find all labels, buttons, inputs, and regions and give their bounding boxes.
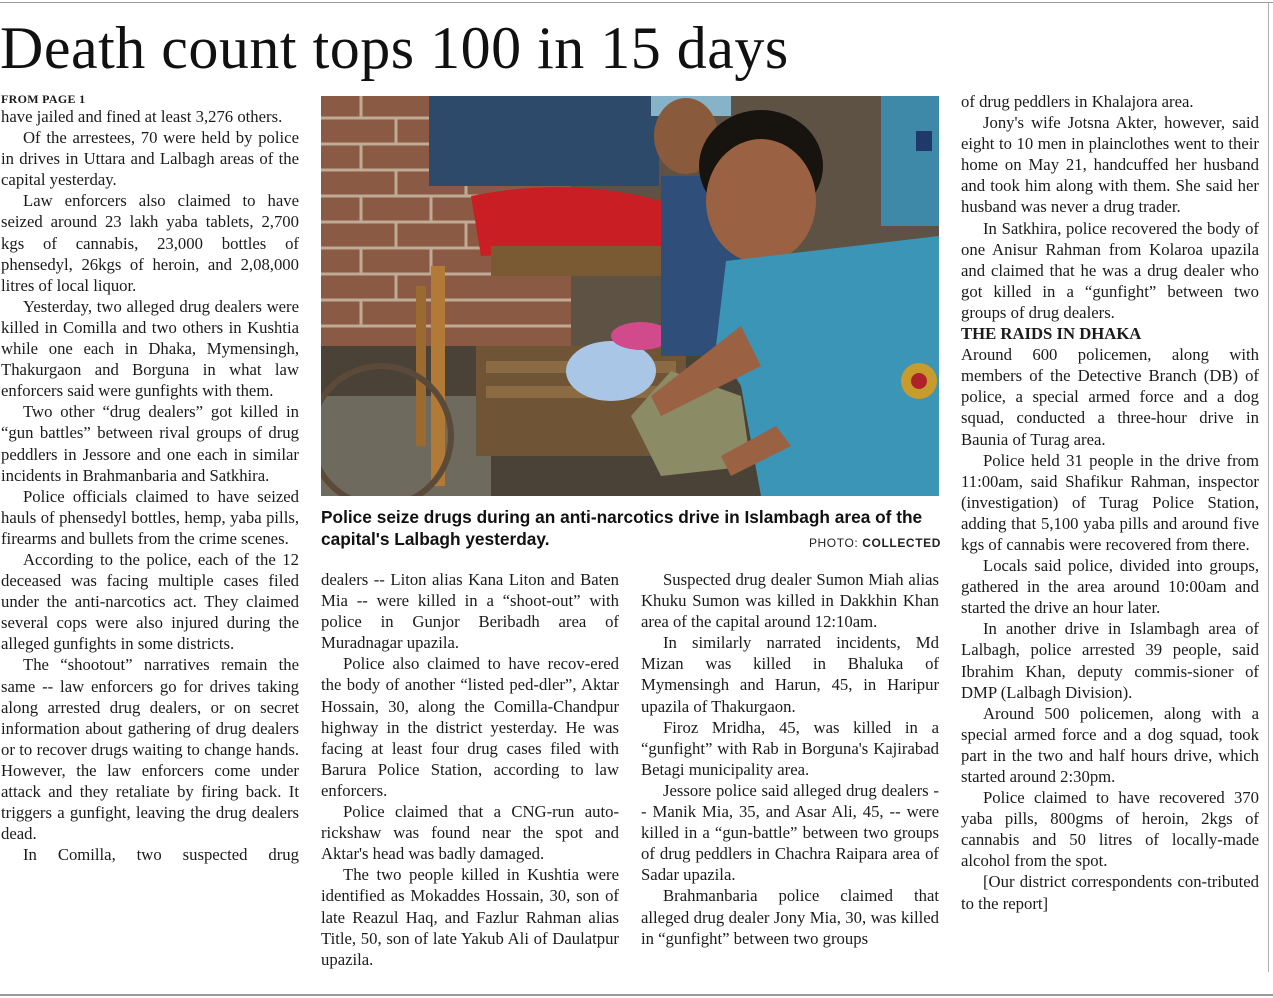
section-subhead: THE RAIDS IN DHAKA: [961, 324, 1142, 344]
paragraph: of drug peddlers in Khalajora area.: [961, 92, 1194, 111]
right-rule: [1268, 2, 1269, 972]
paragraph: Locals said police, divided into groups, gathered in the area around 10:00am and started the drive an hour later.: [961, 556, 1259, 618]
paragraph: dealers -- Liton alias Kana Liton and Baten Mia -- were killed in a “shoot-out” with police in Gunjor Beribadh area of Muradnagar upazila.: [321, 570, 619, 653]
news-photo: [321, 96, 939, 496]
police-seizure-photo: [321, 96, 939, 496]
paragraph: In Satkhira, police recovered the body of one Anisur Rahman from Kolaroa upazila and claimed that he was a drug dealer who got killed in a “gunfight” between two groups of drug dealers.: [961, 218, 1259, 322]
paragraph: Law enforcers also claimed to have seized around 23 lakh yaba tablets, 2,700 kgs of cannabis, 23,000 bottles of phensedyl, 26kgs of heroin, and 2,08,000 litres of local liquor.: [1, 191, 299, 295]
top-rule: [0, 2, 1273, 3]
paragraph: Police claimed to have recovered 370 yaba pills, 800gms of heroin, 2kgs of cannabis and 50 litres of locally-made alcohol from the spot.: [961, 788, 1259, 871]
paragraph: In another drive in Islambagh area of Lalbagh, police arrested 39 people, said Ibrahim Khan, deputy commis-sioner of DMP (Lalbagh Division).: [961, 619, 1259, 702]
paragraph: Jessore police said alleged drug dealers -- Manik Mia, 35, and Asar Ali, 45, -- were killed in a “gun-battle” between two groups of drug peddlers in Chachra Raipara area of Sadar upazila.: [641, 780, 939, 885]
article-column-3: [641, 569, 939, 949]
paragraph: Two other “drug dealers” got killed in “gun battles” between rival groups of drug peddlers in Jessore and one each in similar incidents in Brahmanbaria and Satkhira.: [1, 402, 299, 485]
paragraph: Suspected drug dealer Sumon Miah alias Khuku Sumon was killed in Dakkhin Khan area of the capital around 12:10am.: [641, 570, 939, 632]
paragraph: Police claimed that a CNG-run auto-rickshaw was found near the spot and Aktar's head was badly damaged.: [321, 802, 619, 864]
paragraph: Around 500 policemen, along with a special armed force and a dog squad, took part in the two and half hours drive, which started around 2:30pm.: [961, 703, 1259, 786]
paragraph: [Our district correspondents con-tributed to the report]: [961, 872, 1259, 913]
paragraph: Jony's wife Jotsna Akter, however, said eight to 10 men in plainclothes went to their home on May 21, handcuffed her husband and took him along with them. She said her husband was never a drug trader.: [961, 113, 1259, 217]
paragraph: Firoz Mridha, 45, was killed in a “gunfight” with Rab in Borguna's Kajirabad Betagi municipality area.: [641, 717, 939, 779]
paragraph: Of the arrestees, 70 were held by police in drives in Uttara and Lalbagh areas of the capital yesterday.: [1, 128, 299, 190]
paragraph: According to the police, each of the 12 deceased was facing multiple cases filed under the anti-narcotics act. They claimed several cops were also injured during the alleged gunfights in some districts.: [1, 549, 299, 654]
photo-credit-source: COLLECTED: [862, 536, 941, 550]
paragraph: Police officials claimed to have seized hauls of phensedyl bottles, hemp, yaba pills, firearms and bullets from the crime scenes.: [1, 486, 299, 548]
paragraph: have jailed and fined at least 3,276 others.: [1, 107, 283, 126]
paragraph: Police also claimed to have recov-ered the body of another “listed ped-dler”, Aktar Hossain, 30, along the Comilla-Chandpur highway in the district yesterday. He was facing at least four drug cases filed with Barura Police Station, according to law enforcers.: [321, 654, 619, 800]
paragraph: The “shootout” narratives remain the same -- law enforcers go for drives taking along arrested drug dealers, or on secret information about gathering of drug dealers or to recover drugs waiting to change hands. However, the law enforcers come under attack and they retaliate by firing back. It triggers a gunfight, leaving the drug dealers dead.: [1, 655, 299, 844]
paragraph: Brahmanbaria police claimed that alleged drug dealer Jony Mia, 30, was killed in “gunfight” between two groups: [641, 886, 939, 948]
headline: Death count tops 100 in 15 days: [0, 15, 789, 81]
paragraph: Yesterday, two alleged drug dealers were killed in Comilla and two others in Kushtia while one each in Dhaka, Mymensingh, Thakurgaon and Borguna in what law enforcers said were gunfights with them.: [1, 296, 299, 401]
photo-credit: [809, 536, 941, 550]
paragraph: Police held 31 people in the drive from 11:00am, said Shafikur Rahman, inspector (investigation) of Turag Police Station, adding that 5,100 yaba pills and around five kgs of cannabis were recovered from there.: [961, 450, 1259, 554]
article-column-1: [1, 92, 299, 865]
photo-caption: Police seize drugs during an anti-narcotics drive in Islambagh area of the capital's Lalbagh yesterday.: [321, 507, 923, 549]
paragraph: Around 600 policemen, along with members of the Detective Branch (DB) of police, a special armed force and a dog squad, conducted a three-hour drive in Baunia of Turag area.: [961, 345, 1259, 449]
paragraph: In Comilla, two suspected drug: [23, 845, 299, 865]
article-column-2: [321, 569, 619, 970]
article-column-4: [961, 91, 1259, 914]
bottom-rule: [0, 994, 1273, 996]
photo-credit-label: PHOTO:: [808, 536, 859, 550]
from-page-label: FROM PAGE 1: [1, 92, 86, 106]
paragraph: In similarly narrated incidents, Md Mizan was killed in Bhaluka of Mymensingh and Harun, 45, in Haripur upazila of Thakurgaon.: [641, 633, 939, 716]
paragraph: The two people killed in Kushtia were identified as Mokaddes Hossain, 30, son of late Reazul Haq, and Fazlur Rahman alias Title, 50, son of late Yakub Ali of Daulatpur upazila.: [321, 865, 619, 969]
